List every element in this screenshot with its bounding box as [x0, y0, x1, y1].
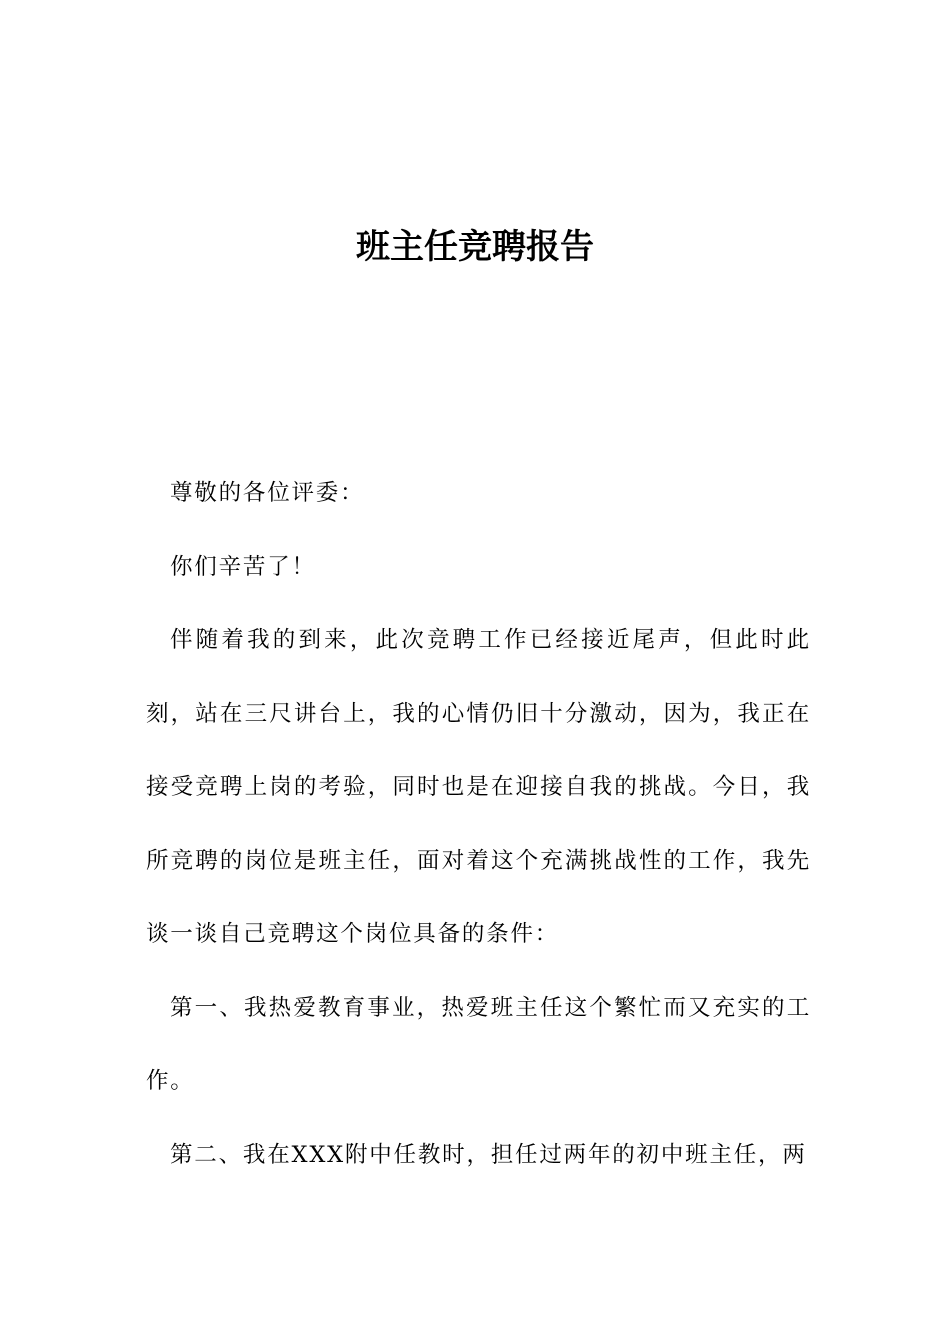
- paragraph-greeting: 你们辛苦了！: [170, 553, 316, 580]
- document-title: 班主任竞聘报告: [356, 227, 594, 267]
- document-body: [146, 457, 811, 1192]
- paragraph-introduction: 伴随着我的到来，此次竞聘工作已经接近尾声，但此时此刻，站在三尺讲台上，我的心情仍旧十分激动，因为，我正在接受竞聘上岗的考验，同时也是在迎接自我的挑战。今日，我所竞聘的岗位是班主任，面对着这个充满挑战性的工作，我先谈一谈自己竞聘这个岗位具备的条件：: [146, 627, 811, 947]
- paragraph-point-two: 第二、我在XXX附中任教时，担任过两年的初中班主任，两: [170, 1141, 807, 1168]
- paragraph-point-one: 第一、我热爱教育事业，热爱班主任这个繁忙而又充实的工作。: [146, 994, 811, 1094]
- paragraph-salutation: 尊敬的各位评委：: [170, 480, 365, 506]
